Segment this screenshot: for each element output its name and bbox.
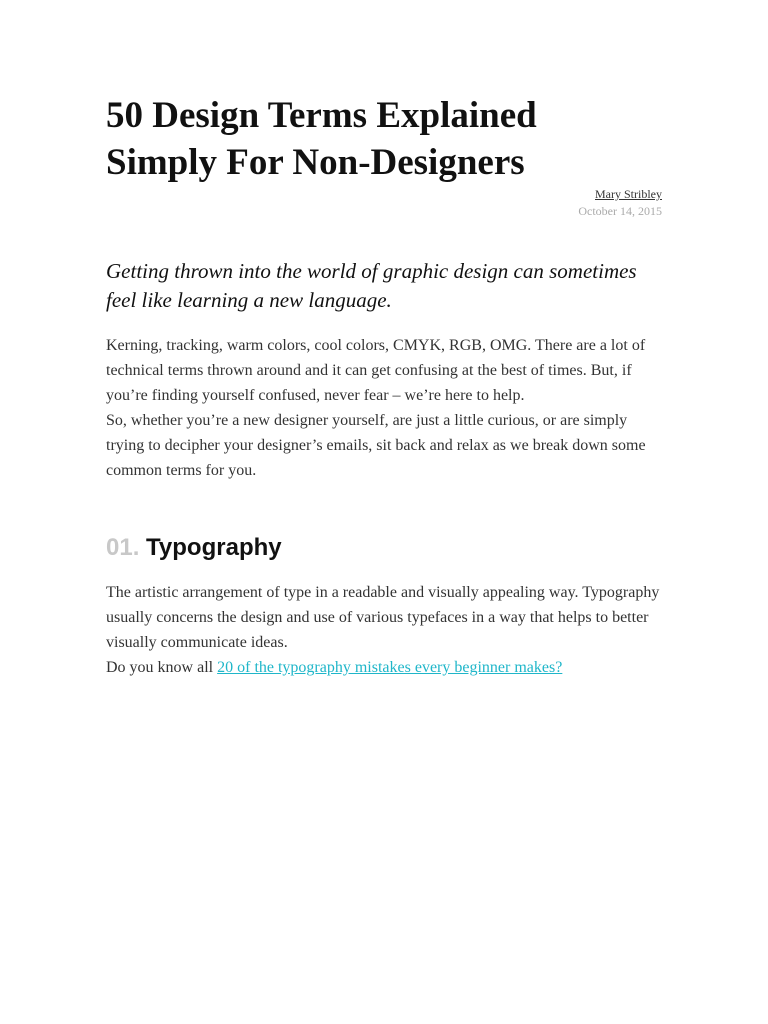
title-line-1: 50 Design Terms Explained xyxy=(106,95,537,136)
section-prompt-text: Do you know all xyxy=(106,659,218,676)
intro-paragraph-2: So, whether you’re a new designer yourself, are just a little curious, or are simply trying to decipher your designer’s emails, sit back and relax as we break down some common terms for you. xyxy=(106,412,646,479)
article-lead: Getting thrown into the world of graphic design can sometimes feel like learning a new language. xyxy=(106,259,637,312)
section-description: The artistic arrangement of type in a readable and visually appealing way. Typography usually concerns the design and use of various typefaces in a way that helps to better visually communicate ideas. xyxy=(106,584,660,651)
title-line-2: Simply For Non-Designers xyxy=(106,142,525,183)
intro-paragraph-1: Kerning, tracking, warm colors, cool colors, CMYK, RGB, OMG. There are a lot of technical terms thrown around and it can get confusing at the best of times. But, if you’re finding yourself confused, never fear – we’re here to help. xyxy=(106,337,646,404)
typography-mistakes-link[interactable]: 20 of the typography mistakes every beginner makes? xyxy=(217,659,563,676)
article-intro xyxy=(106,333,666,483)
section-body xyxy=(106,580,666,680)
article-title xyxy=(106,92,666,186)
section-number: 01. xyxy=(106,534,140,561)
section-prompt xyxy=(106,655,666,680)
section-title: Typography xyxy=(146,534,282,561)
section-heading xyxy=(106,532,282,564)
publish-date: October 14, 2015 xyxy=(578,204,662,218)
author-link[interactable]: Mary Stribley xyxy=(595,187,662,201)
